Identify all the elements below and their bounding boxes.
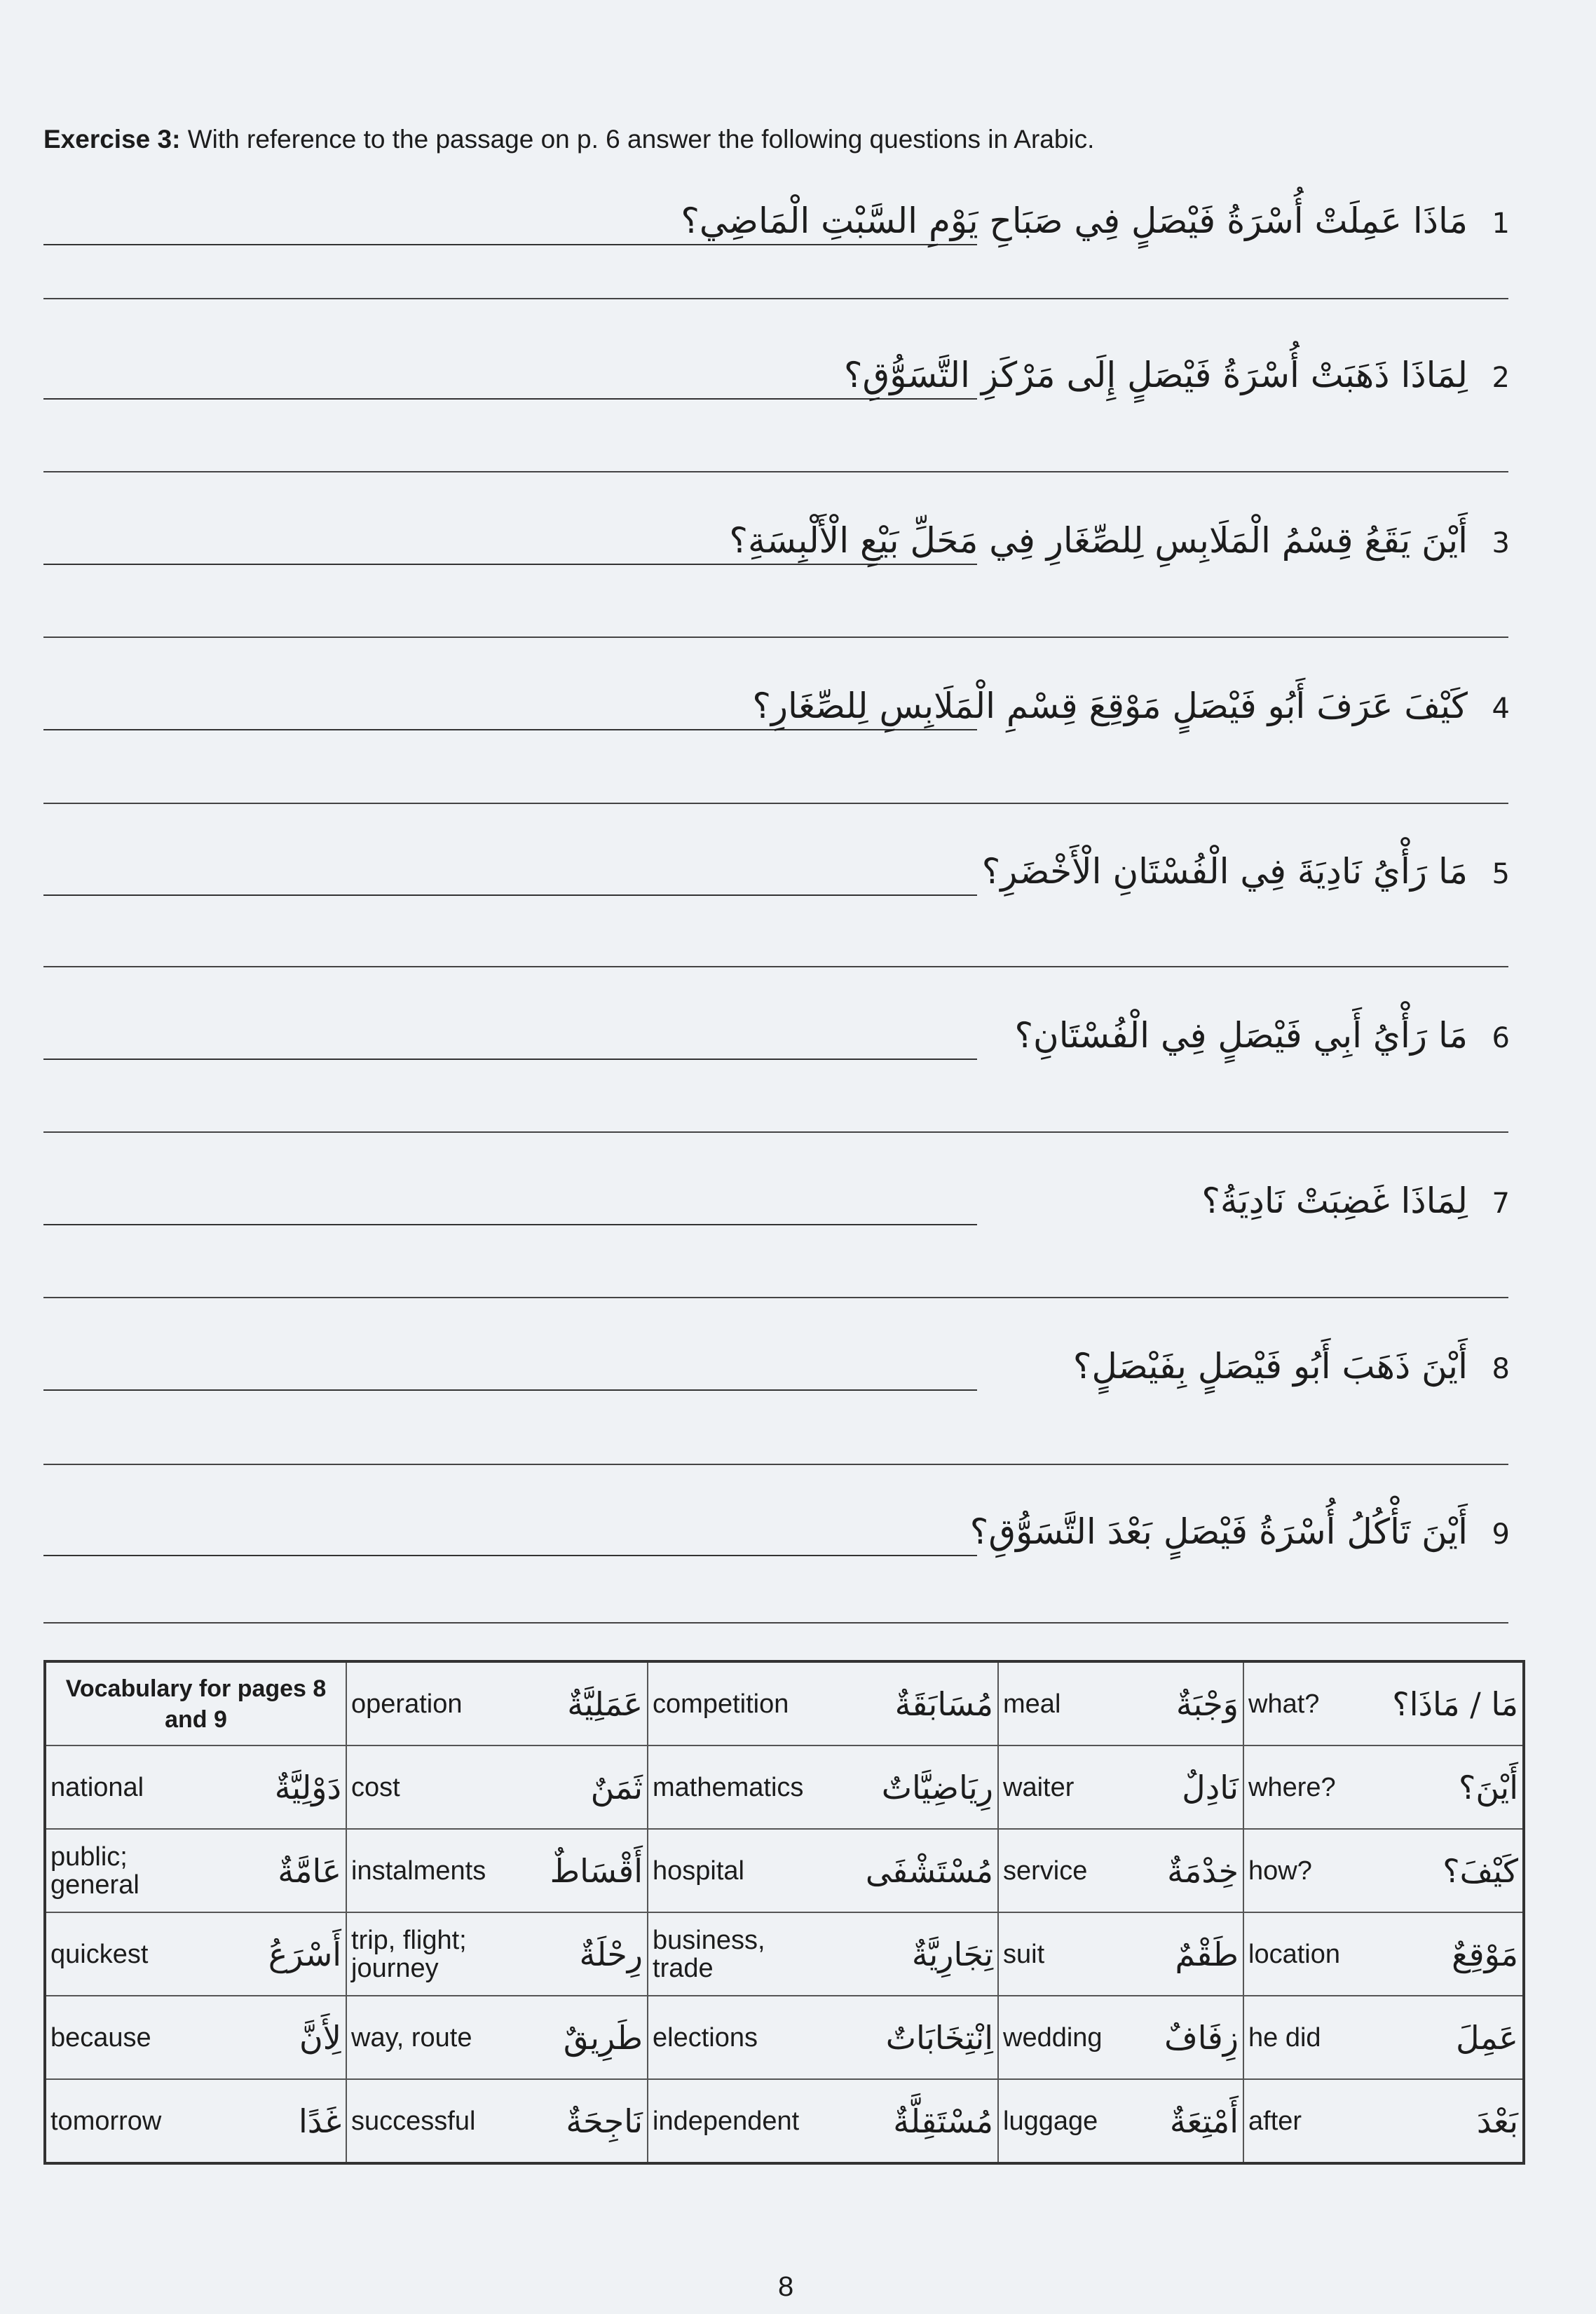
answer-line[interactable] — [43, 1389, 977, 1391]
vocab-english: tomorrow — [45, 2079, 227, 2163]
vocab-arabic: مُسْتَشْفَى — [837, 1829, 998, 1912]
vocabulary-table — [43, 1660, 1525, 2165]
vocab-arabic: طَقْمٌ — [1145, 1912, 1243, 1996]
exercise-heading — [43, 125, 1094, 154]
vocab-english: service — [998, 1829, 1145, 1912]
answer-line[interactable] — [43, 894, 977, 896]
vocab-english: quickest — [45, 1912, 227, 1996]
question-text: أَيْنَ تَأْكُلُ أُسْرَةُ فَيْصَلٍ بَعْدَ التَّسَوُّقِ؟ — [967, 1511, 1468, 1552]
vocab-arabic: خِدْمَةٌ — [1145, 1829, 1243, 1912]
vocab-english: mathematics — [648, 1745, 837, 1829]
question-9 — [43, 1511, 1510, 1556]
vocab-arabic: مُسْتَقِلَّةٌ — [837, 2079, 998, 2163]
vocab-english: wedding — [998, 1996, 1145, 2079]
question-number: 9 — [1492, 1518, 1510, 1551]
vocab-arabic: ثَمَنٌ — [521, 1745, 648, 1829]
vocab-english: where? — [1243, 1745, 1377, 1829]
vocab-arabic: لِأَنَّ — [227, 1996, 346, 2079]
vocab-english: business, trade — [648, 1912, 837, 1996]
vocab-english: instalments — [346, 1829, 521, 1912]
vocab-english: how? — [1243, 1829, 1377, 1912]
answer-line[interactable] — [43, 1224, 977, 1225]
vocab-arabic: عَمِلَ — [1377, 1996, 1524, 2079]
question-number: 8 — [1492, 1353, 1510, 1385]
vocab-row — [45, 1661, 1524, 1745]
vocab-row — [45, 1745, 1524, 1829]
answer-line[interactable] — [43, 1555, 977, 1556]
vocab-english: independent — [648, 2079, 837, 2163]
answer-line[interactable] — [43, 1464, 1508, 1465]
vocab-title: Vocabulary for pages 8 and 9 — [45, 1661, 346, 1745]
answer-line[interactable] — [43, 966, 1508, 967]
vocab-english: way, route — [346, 1996, 521, 2079]
vocab-arabic: دَوْلِيَّةٌ — [227, 1745, 346, 1829]
vocab-arabic: غَدًا — [227, 2079, 346, 2163]
question-number: 2 — [1492, 362, 1510, 394]
question-3 — [43, 520, 1510, 565]
vocab-english: meal — [998, 1661, 1145, 1745]
vocab-row — [45, 2079, 1524, 2163]
vocab-english: hospital — [648, 1829, 837, 1912]
vocab-arabic: أَمْتِعَةٌ — [1145, 2079, 1243, 2163]
vocab-arabic: تِجَارِيَّةٌ — [837, 1912, 998, 1996]
vocab-arabic: مُسَابَقَةٌ — [837, 1661, 998, 1745]
vocab-english: suit — [998, 1912, 1145, 1996]
question-text: أَيْنَ يَقَعُ قِسْمُ الْمَلَابِسِ لِلصِّغَارِ فِي مَحَلِّ بَيْعِ الْأَلْبِسَةِ؟ — [726, 520, 1468, 561]
vocab-arabic: كَيْفَ؟ — [1377, 1829, 1524, 1912]
vocab-row — [45, 1912, 1524, 1996]
vocab-arabic: وَجْبَةٌ — [1145, 1661, 1243, 1745]
question-text: كَيْفَ عَرَفَ أَبُو فَيْصَلٍ مَوْقِعَ قِسْمِ الْمَلَابِسِ لِلصِّغَارِ؟ — [749, 686, 1468, 726]
vocab-english: national — [45, 1745, 227, 1829]
vocab-arabic: نَاجِحَةٌ — [521, 2079, 648, 2163]
answer-line[interactable] — [43, 803, 1508, 804]
question-text: مَا رَأْيُ أَبِي فَيْصَلٍ فِي الْفُسْتَانِ؟ — [1011, 1015, 1468, 1056]
vocab-row — [45, 1996, 1524, 2079]
answer-line[interactable] — [43, 471, 1508, 472]
vocab-arabic: بَعْدَ — [1377, 2079, 1524, 2163]
vocab-arabic: رِحْلَةٌ — [521, 1912, 648, 1996]
vocab-arabic: مَوْقِعٌ — [1377, 1912, 1524, 1996]
answer-line[interactable] — [43, 244, 977, 245]
question-number: 4 — [1492, 693, 1510, 725]
vocab-arabic: أَسْرَعُ — [227, 1912, 346, 1996]
vocab-row — [45, 1829, 1524, 1912]
question-2 — [43, 355, 1510, 400]
vocab-arabic: عَامَّةٌ — [227, 1829, 346, 1912]
vocab-english: trip, flight; journey — [346, 1912, 521, 1996]
vocab-english: cost — [346, 1745, 521, 1829]
exercise-label: Exercise 3: — [43, 125, 181, 154]
vocab-english: after — [1243, 2079, 1377, 2163]
question-5 — [43, 851, 1510, 896]
vocab-arabic: طَرِيقٌ — [521, 1996, 648, 2079]
vocab-english: luggage — [998, 2079, 1145, 2163]
question-text: أَيْنَ ذَهَبَ أَبُو فَيْصَلٍ بِفَيْصَلٍ؟ — [1070, 1346, 1468, 1387]
question-4 — [43, 688, 1510, 730]
answer-line[interactable] — [43, 1131, 1508, 1133]
question-1 — [43, 200, 1510, 245]
answer-line[interactable] — [43, 729, 977, 730]
question-number: 1 — [1492, 207, 1510, 240]
vocab-english: competition — [648, 1661, 837, 1745]
question-number: 5 — [1492, 858, 1510, 890]
vocab-english: location — [1243, 1912, 1377, 1996]
question-8 — [43, 1346, 1510, 1391]
exercise-instruction: With reference to the passage on p. 6 answer the following questions in Arabic. — [187, 125, 1095, 154]
question-number: 6 — [1492, 1022, 1510, 1054]
answer-line[interactable] — [43, 1059, 977, 1060]
vocab-english: what? — [1243, 1661, 1377, 1745]
vocab-arabic: أَيْنَ؟ — [1377, 1745, 1524, 1829]
vocab-arabic: اِنْتِخَابَاتٌ — [837, 1996, 998, 2079]
answer-line[interactable] — [43, 637, 1508, 638]
question-number: 7 — [1492, 1187, 1510, 1220]
vocab-arabic: رِيَاضِيَّاتٌ — [837, 1745, 998, 1829]
question-6 — [43, 1015, 1510, 1060]
answer-line[interactable] — [43, 298, 1508, 299]
vocab-english: public; general — [45, 1829, 227, 1912]
vocab-english: waiter — [998, 1745, 1145, 1829]
vocab-english: he did — [1243, 1996, 1377, 2079]
vocab-arabic: أَقْسَاطٌ — [521, 1829, 648, 1912]
vocab-arabic: زِفَافٌ — [1145, 1996, 1243, 2079]
question-text: لِمَاذَا ذَهَبَتْ أُسْرَةُ فَيْصَلٍ إِلَى مَرْكَزِ التَّسَوُّقِ؟ — [841, 355, 1468, 395]
vocab-english: operation — [346, 1661, 521, 1745]
question-text: مَا رَأْيُ نَادِيَةَ فِي الْفُسْتَانِ الْأَخْضَرِ؟ — [979, 851, 1468, 892]
vocab-arabic: نَادِلٌ — [1145, 1745, 1243, 1829]
question-7 — [43, 1180, 1510, 1225]
question-number: 3 — [1492, 527, 1510, 559]
vocab-arabic: مَا / مَاذَا؟ — [1377, 1661, 1524, 1745]
answer-line[interactable] — [43, 398, 977, 400]
vocab-english: successful — [346, 2079, 521, 2163]
answer-line[interactable] — [43, 1297, 1508, 1298]
question-text: لِمَاذَا غَضِبَتْ نَادِيَةُ؟ — [1199, 1180, 1468, 1221]
question-text: مَاذَا عَمِلَتْ أُسْرَةُ فَيْصَلٍ فِي صَبَاحِ يَوْمِ السَّبْتِ الْمَاضِي؟ — [678, 200, 1468, 241]
answer-line[interactable] — [43, 1622, 1508, 1624]
vocab-english: because — [45, 1996, 227, 2079]
answer-line[interactable] — [43, 564, 977, 565]
page-number: 8 — [778, 2271, 794, 2302]
vocab-arabic: عَمَلِيَّةٌ — [521, 1661, 648, 1745]
vocab-english: elections — [648, 1996, 837, 2079]
